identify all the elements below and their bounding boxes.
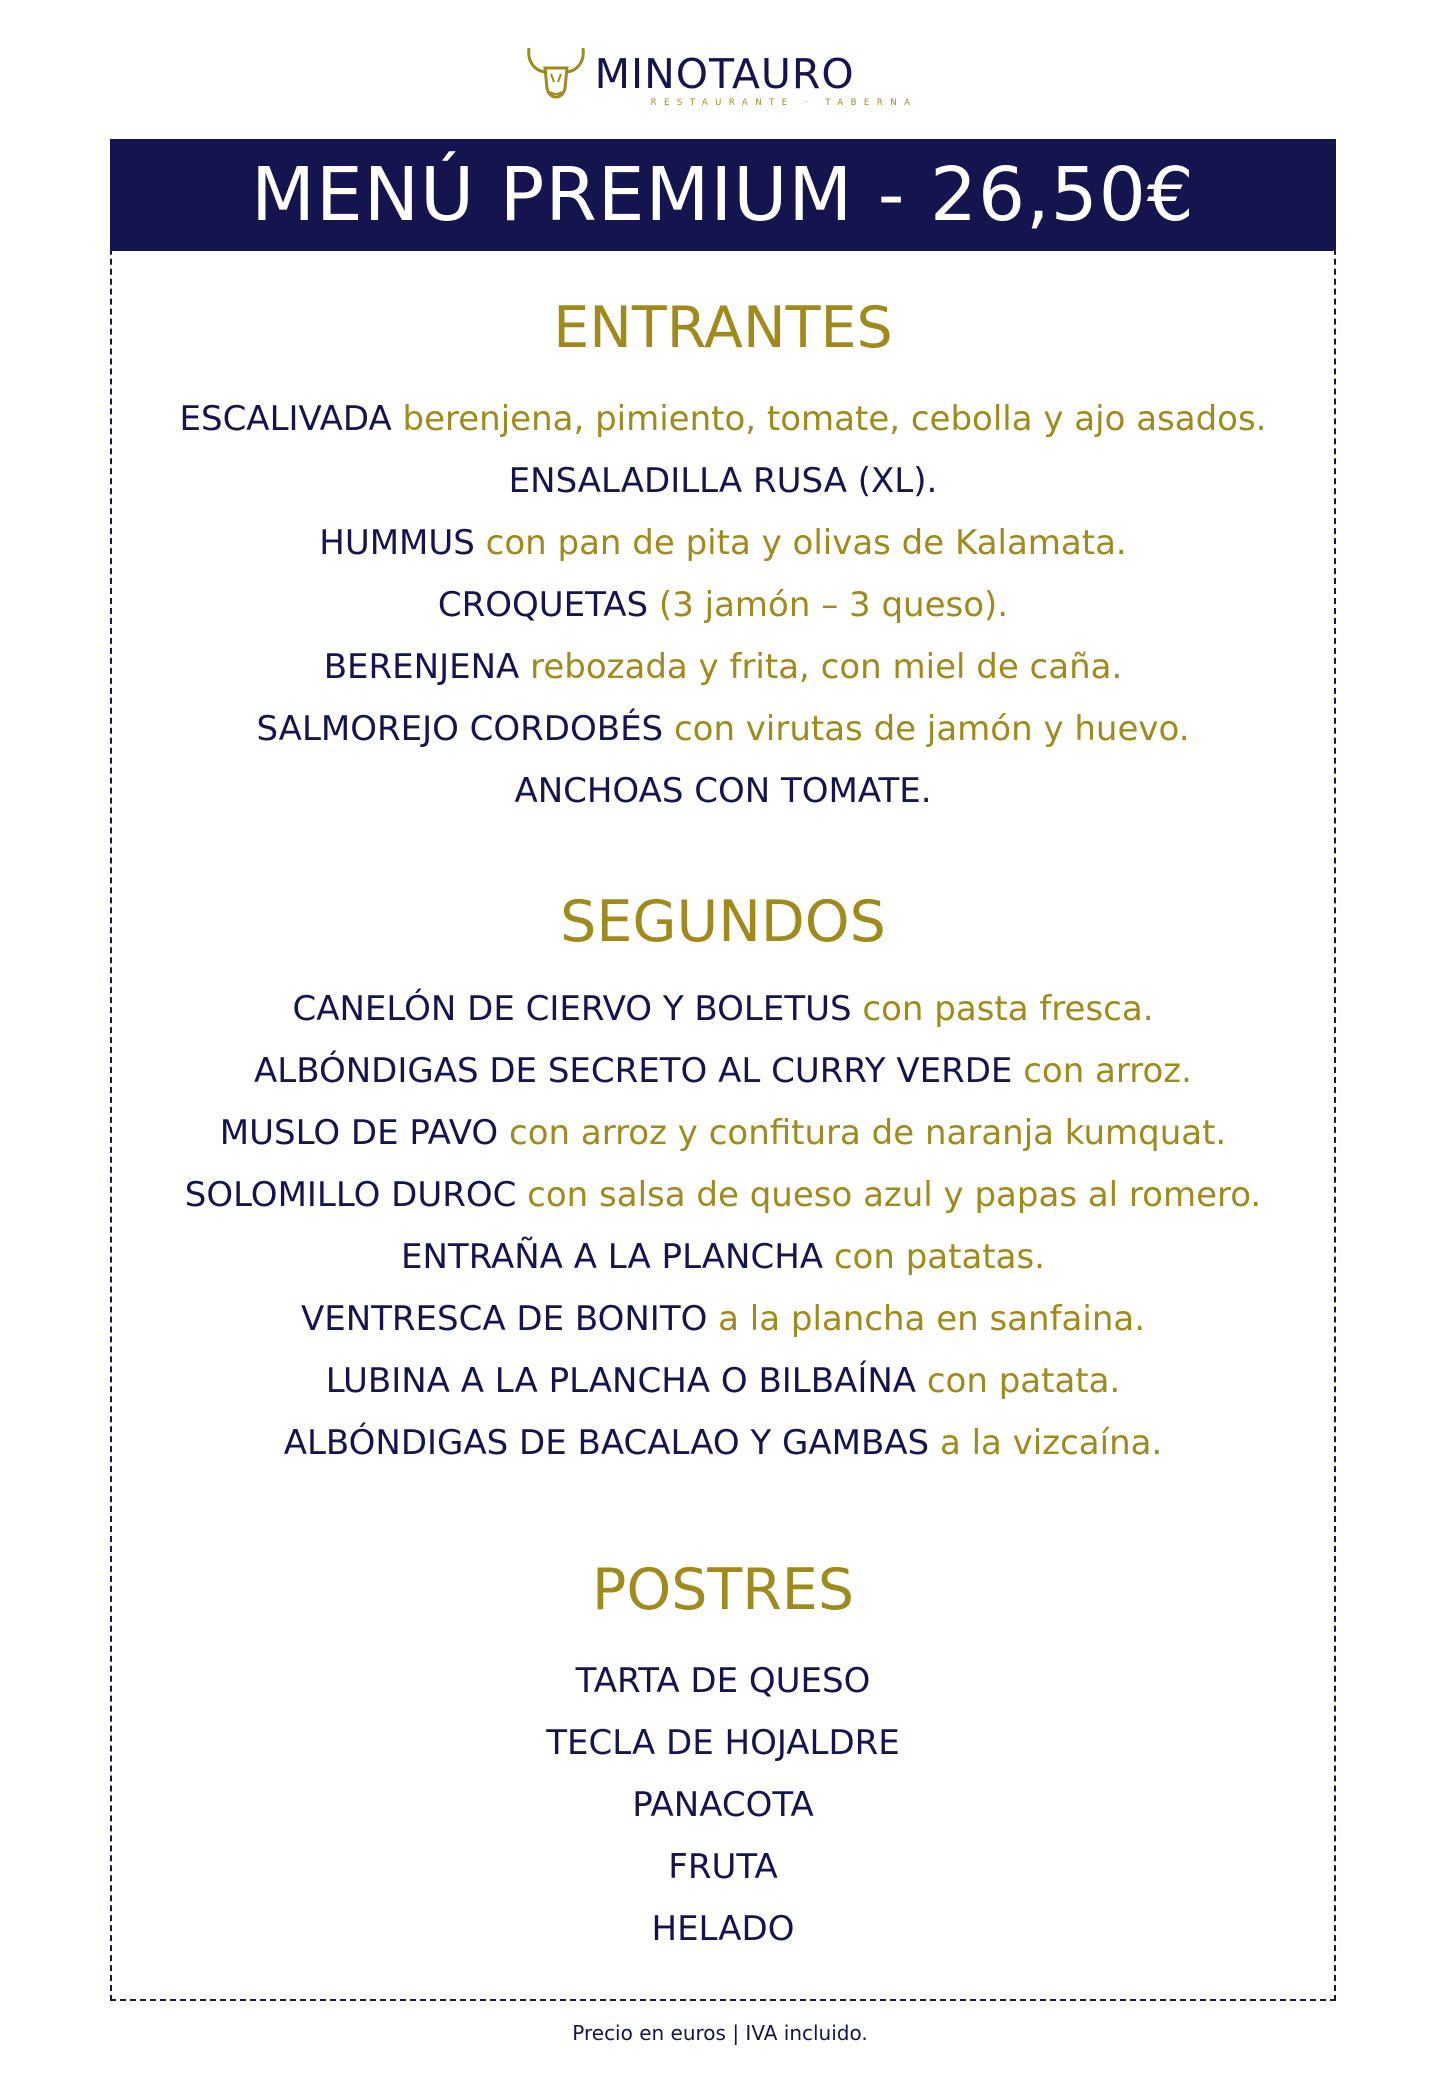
dish-name: VENTRESCA DE BONITO bbox=[300, 1299, 708, 1339]
dish-description: con patatas. bbox=[823, 1237, 1045, 1277]
menu-title: MENÚ PREMIUM - 26,50€ bbox=[251, 152, 1195, 238]
dish-list bbox=[110, 1650, 1336, 1960]
dish-item bbox=[110, 1712, 1336, 1774]
dish-name: ALBÓNDIGAS DE SECRETO AL CURRY VERDE bbox=[254, 1051, 1013, 1091]
dish-description: con pan de pita y olivas de Kalamata. bbox=[474, 523, 1127, 563]
dish-item bbox=[110, 1288, 1336, 1350]
dish-item bbox=[110, 1040, 1336, 1102]
restaurant-logo bbox=[0, 42, 1440, 122]
dish-name: ALBÓNDIGAS DE BACALAO Y GAMBAS bbox=[283, 1423, 930, 1463]
section-title: ENTRANTES bbox=[553, 295, 893, 361]
dish-item bbox=[110, 1650, 1336, 1712]
dish-name: ESCALIVADA bbox=[179, 399, 392, 439]
dish-name: BERENJENA bbox=[323, 647, 520, 687]
dish-description: con arroz y confitura de naranja kumquat. bbox=[498, 1113, 1227, 1153]
dish-name: SOLOMILLO DUROC bbox=[184, 1175, 517, 1215]
dish-description: a la plancha en sanfaina. bbox=[707, 1299, 1146, 1339]
dish-description: con virutas de jamón y huevo. bbox=[663, 709, 1190, 749]
section-title: POSTRES bbox=[591, 1557, 855, 1623]
dish-name: TARTA DE QUESO bbox=[575, 1661, 871, 1701]
dish-item bbox=[110, 512, 1336, 574]
dish-item bbox=[110, 574, 1336, 636]
dish-name: PANACOTA bbox=[632, 1785, 814, 1825]
dish-item bbox=[110, 1350, 1336, 1412]
dish-name: FRUTA bbox=[668, 1847, 778, 1887]
dish-name: ANCHOAS CON TOMATE. bbox=[514, 771, 932, 811]
dish-name: TECLA DE HOJALDRE bbox=[546, 1723, 900, 1763]
dish-description: con arroz. bbox=[1012, 1051, 1192, 1091]
dish-description: (3 jamón – 3 queso). bbox=[648, 585, 1009, 625]
section-segundos bbox=[110, 888, 1336, 1474]
dish-name: CROQUETAS bbox=[437, 585, 649, 625]
dish-description: con salsa de queso azul y papas al romero. bbox=[516, 1175, 1262, 1215]
dish-name: HUMMUS bbox=[319, 523, 475, 563]
dish-list bbox=[110, 388, 1336, 822]
dish-item bbox=[110, 1412, 1336, 1474]
dish-name: ENSALADILLA RUSA (XL). bbox=[508, 461, 938, 501]
logo-name: MINOTAURO bbox=[594, 50, 855, 98]
dish-item bbox=[110, 636, 1336, 698]
logo-subtitle: RESTAURANTE · TABERNA bbox=[650, 98, 918, 108]
section-entrantes bbox=[110, 294, 1336, 822]
dish-description: con pasta fresca. bbox=[851, 989, 1154, 1029]
dish-item bbox=[110, 1102, 1336, 1164]
dish-item bbox=[110, 1836, 1336, 1898]
dish-description: con patata. bbox=[916, 1361, 1121, 1401]
dish-item bbox=[110, 760, 1336, 822]
section-postres bbox=[110, 1556, 1336, 1960]
logo-group bbox=[523, 42, 918, 108]
dish-item bbox=[110, 1226, 1336, 1288]
dish-item bbox=[110, 1898, 1336, 1960]
dish-item bbox=[110, 1164, 1336, 1226]
price-note: Precio en euros | IVA incluido. bbox=[572, 2021, 868, 2045]
dish-name: CANELÓN DE CIERVO Y BOLETUS bbox=[292, 989, 852, 1029]
dish-description: rebozada y frita, con miel de caña. bbox=[519, 647, 1123, 687]
dish-name: SALMOREJO CORDOBÉS bbox=[256, 709, 664, 749]
menu-title-banner bbox=[110, 139, 1336, 251]
section-title: SEGUNDOS bbox=[560, 889, 886, 955]
dish-name: MUSLO DE PAVO bbox=[219, 1113, 499, 1153]
dish-name: LUBINA A LA PLANCHA O BILBAÍNA bbox=[325, 1361, 917, 1401]
dish-item bbox=[110, 1774, 1336, 1836]
dish-description: a la vizcaína. bbox=[929, 1423, 1163, 1463]
dish-item bbox=[110, 698, 1336, 760]
dish-item bbox=[110, 978, 1336, 1040]
dish-name: HELADO bbox=[651, 1909, 795, 1949]
dish-description: berenjena, pimiento, tomate, cebolla y ajo asados. bbox=[391, 399, 1267, 439]
bull-head-icon bbox=[523, 42, 589, 108]
dish-list bbox=[110, 978, 1336, 1474]
dish-name: ENTRAÑA A LA PLANCHA bbox=[401, 1237, 824, 1277]
logo-text bbox=[595, 42, 918, 108]
dish-item bbox=[110, 388, 1336, 450]
dish-item bbox=[110, 450, 1336, 512]
